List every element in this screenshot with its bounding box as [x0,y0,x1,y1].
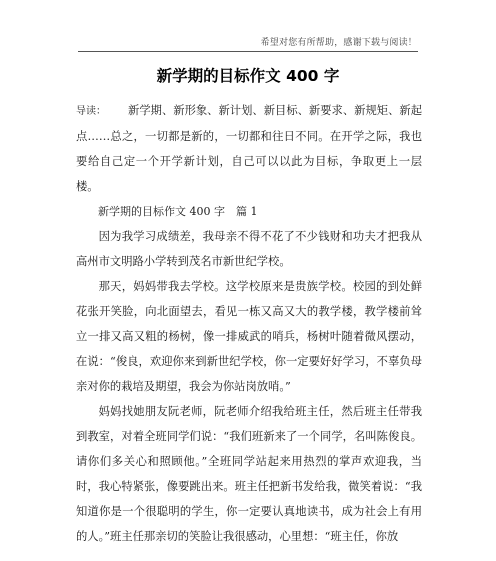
intro-label: 导读： [76,106,107,117]
section-heading: 新学期的目标作文 400 字 篇 1 [98,205,258,218]
intro-paragraph [76,98,422,199]
header-note: 希望对您有所帮助，感谢下载与阅读！ [260,38,417,48]
intro-text: 新学期、新形象、新计划、新目标、新要求、新规矩、新起点……总之，一切都是新的，一切都和往日不同。在开学之际，我也要给自己定一个开学新计划，自己可以以此为目标，争取更上一层楼。 [76,104,422,193]
body-paragraph-1: 因为我学习成绩差，我母亲不得不花了不少钱财和功夫才把我从高州市文明路小学转到茂名市新世纪学校。 [76,230,422,268]
body-paragraph-2: 那天，妈妈带我去学校。这学校原来是贵族学校。校园的到处鲜花张开笑脸，向北面望去，看见一栋又高又大的教学楼，教学楼前耸立一排又高又粗的杨树，像一排威武的哨兵，杨树叶随着微风摆动，在说：“俊良，欢迎你来到新世纪学校，你一定要好好学习，不辜负母亲对你的栽培及期望，我会为你站岗放哨。” [76,280,422,393]
header-divider [78,51,418,52]
document-body [76,98,422,549]
body-paragraph-3: 妈妈找她朋友阮老师，阮老师介绍我给班主任，然后班主任带我到教室，对着全班同学们说：“我们班新来了一个同学，名叫陈俊良。请你们多关心和照顾他。”全班同学站起来用热烈的掌声欢迎我，当时，我心特紧张，像要跳出来。班主任把新书发给我，微笑着说：“我知道你是一个很聪明的学生，你一定要认真地读书，成为社会上有用的人。”班主任那亲切的笑脸让我很感动，心里想：“班主任，你放 [76,405,422,543]
document-title: 新学期的目标作文 400 字 [156,67,340,85]
